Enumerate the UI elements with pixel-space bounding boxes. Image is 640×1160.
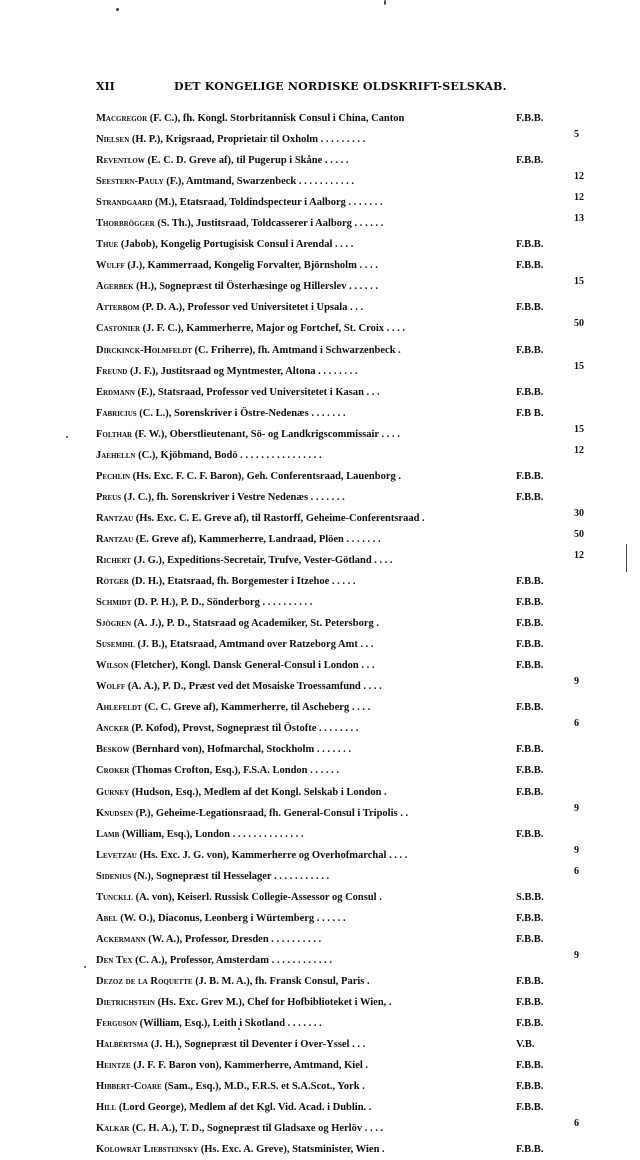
member-name: Fabricius [96, 407, 137, 419]
member-description: (H. P.), Krigsraad, Proprietair til Oxholm . . . . . . . . . [129, 134, 366, 146]
membership-code: F.B.B. [516, 491, 544, 503]
member-description: (J. B.), Etatsraad, Amtmand over Ratzeborg Amt . . . [134, 639, 374, 651]
member-entry [96, 887, 596, 908]
member-name: Dietrichstein [96, 996, 155, 1008]
reference-number: 50 [574, 528, 584, 540]
member-description: (A. J.), P. D., Statsraad og Academiker, St. Petersborg . [131, 618, 380, 630]
reference-number: 6 [574, 865, 579, 877]
member-entry [96, 1118, 596, 1139]
reference-number: 5 [574, 129, 579, 141]
member-entry [96, 803, 596, 824]
member-name: Kolowrat Liebsteinsky [96, 1144, 199, 1156]
member-description: (A. A.), P. D., Præst ved det Mosaiske Troessamfund . . . . [125, 681, 382, 693]
page-header [96, 80, 556, 98]
entry-text [96, 760, 339, 781]
membership-code: F.B.B. [516, 744, 544, 756]
member-description: (Lord George), Medlem af det Kgl. Vid. Acad. i Dublin. . [116, 1102, 372, 1114]
member-name: Kalkar [96, 1123, 130, 1135]
entry-text [96, 782, 387, 803]
member-name: Hibbert-Coare [96, 1081, 162, 1093]
entry-text [96, 361, 358, 382]
entry-text [96, 508, 425, 529]
member-entry [96, 845, 596, 866]
entry-text [96, 340, 401, 361]
member-name: Wulff [96, 260, 125, 272]
member-entry [96, 1055, 596, 1076]
member-entry [96, 403, 596, 424]
entry-text [96, 129, 365, 150]
entry-text [96, 466, 401, 487]
member-description: (J. F. F. Baron von), Kammerherre, Amtmand, Kiel . [130, 1060, 369, 1072]
member-description: (H.), Sognepræst til Österhæsinge og Hillerslev . . . . . . [133, 281, 378, 293]
membership-code: F.B.B. [516, 639, 544, 651]
member-description: (Hs. Exc. F. C. F. Baron), Geh. Conferentsraad, Lauenborg . [130, 470, 402, 482]
member-name: Gurney [96, 786, 130, 798]
entry-text [96, 318, 405, 339]
member-entry [96, 150, 596, 171]
reference-number: 15 [574, 276, 584, 288]
entry-text [96, 1097, 371, 1118]
member-description: (William, Esq.), Leith i Skotland . . . . . . . [137, 1018, 322, 1030]
member-description: (C. L.), Sorenskriver i Östre-Nedenæs . . . . . . . [136, 407, 346, 419]
membership-code: S.B.B. [516, 891, 544, 903]
member-name: Levetzau [96, 849, 137, 861]
member-description: (J. H.), Sognepræst til Deventer i Over-Yssel . . . [148, 1039, 366, 1051]
member-entry [96, 676, 596, 697]
member-entry [96, 255, 596, 276]
member-description: (P.), Geheime-Legationsraad, fh. General-Consul i Tripolis . . [132, 807, 409, 819]
member-name: Schmidt [96, 597, 132, 609]
entry-text [96, 445, 322, 466]
member-description: (J. F. C.), Kammerherre, Major og Fortchef, St. Croix . . . . [140, 323, 405, 335]
membership-code: F.B.B. [516, 1081, 544, 1093]
entry-text [96, 403, 345, 424]
member-name: Rantzau [96, 533, 134, 545]
membership-code: V.B. [516, 1039, 535, 1051]
membership-code: F.B.B. [516, 302, 544, 314]
membership-code: F.B.B. [516, 765, 544, 777]
reference-number: 9 [574, 802, 579, 814]
reference-number: 9 [574, 676, 579, 688]
entry-text [96, 739, 351, 760]
member-name: Nielsen [96, 134, 130, 146]
member-entry [96, 424, 596, 445]
member-description: (Sam., Esq.), M.D., F.R.S. et S.A.Scot., York . [161, 1081, 365, 1093]
entry-text [96, 192, 383, 213]
member-name: Reventlow [96, 155, 145, 167]
member-entry [96, 1013, 596, 1034]
entry-text [96, 908, 346, 929]
entry-text [96, 550, 393, 571]
member-entry [96, 487, 596, 508]
member-description: (F.), Statsraad, Professor ved Universitetet i Kasan . . . [134, 386, 380, 398]
member-entry [96, 1076, 596, 1097]
member-name: Den Tex [96, 954, 133, 966]
member-description: (Hs. Exc. C. E. Greve af), til Rastorff, Geheime-Conferentsraad . [133, 512, 425, 524]
member-name: Strandgaard [96, 197, 153, 209]
member-entry [96, 908, 596, 929]
member-entry [96, 466, 596, 487]
member-name: Castonier [96, 323, 141, 335]
membership-code: F.B.B. [516, 155, 544, 167]
reference-number: 12 [574, 444, 584, 456]
member-entry [96, 1034, 596, 1055]
ink-speck [66, 436, 68, 438]
member-description: (Thomas Crofton, Esq.), F.S.A. London . . . . . . [129, 765, 340, 777]
member-name: Abel [96, 912, 118, 924]
membership-code: F.B B. [516, 407, 544, 419]
entry-text [96, 971, 370, 992]
member-description: (J. F.), Justitsraad og Myntmester, Altona . . . . . . . . [127, 365, 358, 377]
membership-code: F.B.B. [516, 618, 544, 630]
member-description: (F. W.), Oberstlieutenant, Sö- og Landkrigscommissair . . . . [132, 428, 400, 440]
membership-code: F.B.B. [516, 470, 544, 482]
member-description: (Bernhard von), Hofmarchal, Stockholm . . . . . . . [129, 744, 351, 756]
member-name: Heintze [96, 1060, 131, 1072]
member-description: (W. O.), Diaconus, Leonberg i Würtemberg . . . . . . [117, 912, 346, 924]
member-name: Halbertsma [96, 1039, 149, 1051]
member-name: Thorbrögger [96, 218, 155, 230]
member-description: (N.), Sognepræst til Hesselager . . . . . . . . . . . [131, 870, 330, 882]
member-entry [96, 1097, 596, 1118]
entry-text [96, 929, 321, 950]
entry-text [96, 382, 380, 403]
member-description: (Jabob), Kongelig Portugisisk Consul i Arendal . . . . [118, 239, 354, 251]
member-entry [96, 760, 596, 781]
member-description: (J. B. M. A.), fh. Fransk Consul, Paris . [192, 975, 370, 987]
member-name: Atterbom [96, 302, 140, 314]
reference-number: 12 [574, 549, 584, 561]
member-entry [96, 634, 596, 655]
member-entry [96, 782, 596, 803]
member-entry [96, 276, 596, 297]
member-entry [96, 571, 596, 592]
member-entry [96, 1139, 596, 1160]
reference-number: 9 [574, 844, 579, 856]
member-description: (S. Th.), Justitsraad, Toldcasserer i Aalborg . . . . . . [154, 218, 384, 230]
reference-number: 9 [574, 949, 579, 961]
entry-text [96, 276, 378, 297]
member-entry [96, 655, 596, 676]
member-entry [96, 613, 596, 634]
member-name: Susemihl [96, 639, 135, 651]
member-name: Freund [96, 365, 128, 377]
member-name: Ancker [96, 723, 129, 735]
entry-text [96, 255, 378, 276]
member-description: (M.), Etatsraad, Toldindspecteur i Aalborg . . . . . . . [152, 197, 383, 209]
entry-text [96, 592, 312, 613]
member-description: (C. C. Greve af), Kammerherre, til Ascheberg . . . . [141, 702, 371, 714]
reference-number: 15 [574, 360, 584, 372]
entry-text [96, 1055, 368, 1076]
entry-text [96, 150, 349, 171]
member-name: Hill [96, 1102, 117, 1114]
ink-speck [84, 966, 86, 968]
member-description: (J.), Kammerraad, Kongelig Forvalter, Björnsholm . . . . [124, 260, 378, 272]
entry-text [96, 234, 353, 255]
member-name: Dezoz de la Roquette [96, 975, 193, 987]
member-entry [96, 529, 596, 550]
ink-speck [626, 544, 627, 572]
member-entry [96, 697, 596, 718]
membership-code: F.B.B. [516, 828, 544, 840]
member-name: Rötger [96, 576, 129, 588]
membership-code: F.B.B. [516, 702, 544, 714]
reference-number: 6 [574, 1118, 579, 1130]
entry-text [96, 571, 356, 592]
entry-text [96, 1013, 322, 1034]
member-description: (J. C.), fh. Sorenskriver i Vestre Nedenæs . . . . . . . [121, 491, 345, 503]
member-name: Folthar [96, 428, 133, 440]
member-entry [96, 213, 596, 234]
entry-text [96, 992, 392, 1013]
membership-code: F.B.B. [516, 660, 544, 672]
entry-text [96, 845, 407, 866]
entry-text [96, 1034, 365, 1055]
membership-code: F.B.B. [516, 113, 544, 124]
member-description: (C. H. A.), T. D., Sognepræst til Gladsaxe og Herlöv . . . . [129, 1123, 384, 1135]
entry-text [96, 1118, 383, 1139]
page-number: XII [96, 80, 115, 93]
member-entry [96, 508, 596, 529]
membership-code: F.B.B. [516, 576, 544, 588]
member-description: (Hs. Exc. J. G. von), Kammerherre og Overhofmarchal . . . . [136, 849, 408, 861]
entry-text [96, 1076, 365, 1097]
entry-text [96, 676, 382, 697]
entry-text [96, 108, 404, 129]
membership-code: F.B.B. [516, 1102, 544, 1114]
member-entry [96, 592, 596, 613]
member-name: Knudsen [96, 807, 133, 819]
member-description: (Hudson, Esq.), Medlem af det Kongl. Selskab i London . [129, 786, 387, 798]
running-title: DET KONGELIGE NORDISKE OLDSKRIFT-SELSKAB. [174, 80, 507, 93]
member-entry [96, 382, 596, 403]
member-entry [96, 234, 596, 255]
member-description: (J. G.), Expeditions-Secretair, Trufve, Vester-Götland . . . . [130, 554, 393, 566]
member-name: Rantzau [96, 512, 134, 524]
membership-code: F.B.B. [516, 975, 544, 987]
membership-code: F.B.B. [516, 786, 544, 798]
entry-text [96, 697, 370, 718]
member-entry [96, 718, 596, 739]
member-description: (D. H.), Etatsraad, fh. Borgemester i Itzehoe . . . . . [128, 576, 356, 588]
member-list [96, 108, 596, 1160]
membership-code: F.B.B. [516, 933, 544, 945]
entry-text [96, 655, 374, 676]
reference-number: 12 [574, 192, 584, 204]
member-description: (F. C.), fh. Kongl. Storbritannisk Consul i China, Canton [147, 113, 405, 124]
member-description: (C.), Kjöbmand, Bodö . . . . . . . . . . . . . . . . [135, 449, 322, 461]
member-name: Wolff [96, 681, 126, 693]
membership-code: F.B.B. [516, 344, 544, 356]
member-description: (E. C. D. Greve af), til Pugerup i Skåne . . . . . [144, 155, 349, 167]
member-name: Ferguson [96, 1018, 138, 1030]
member-entry [96, 992, 596, 1013]
member-entry [96, 550, 596, 571]
entry-text [96, 213, 383, 234]
member-entry [96, 929, 596, 950]
reference-number: 13 [574, 213, 584, 225]
membership-code: F.B.B. [516, 1060, 544, 1072]
entry-text [96, 297, 363, 318]
member-entry [96, 129, 596, 150]
member-description: (Hs. Exc. A. Greve), Statsminister, Wien . [198, 1144, 385, 1156]
member-name: Dirckinck-Holmfeldt [96, 344, 192, 356]
entry-text [96, 634, 374, 655]
entry-text [96, 171, 354, 192]
member-name: Sidenius [96, 870, 132, 882]
member-description: (Hs. Exc. Grev M.), Chef for Hofbiblioteket i Wien, . [154, 996, 392, 1008]
membership-code: F.B.B. [516, 912, 544, 924]
entry-text [96, 613, 379, 634]
entry-text [96, 887, 382, 908]
reference-number: 12 [574, 171, 584, 183]
member-description: (E. Greve af), Kammerherre, Landraad, Plöen . . . . . . . [133, 533, 381, 545]
member-description: (Fletcher), Kongl. Dansk General-Consul i London . . . [128, 660, 375, 672]
ink-speck [384, 0, 386, 5]
member-entry [96, 297, 596, 318]
entry-text [96, 718, 358, 739]
membership-code: F.B.B. [516, 260, 544, 272]
member-entry [96, 739, 596, 760]
member-description: (W. A.), Professor, Dresden . . . . . . . . . . [145, 933, 322, 945]
member-description: (A. von), Keiserl. Russisk Collegie-Assessor og Consul . [132, 891, 382, 903]
member-entry [96, 340, 596, 361]
entry-text [96, 487, 345, 508]
reference-number: 30 [574, 507, 584, 519]
membership-code: F.B.B. [516, 239, 544, 251]
member-entry [96, 192, 596, 213]
member-entry [96, 824, 596, 845]
member-description: (P. D. A.), Professor ved Universitetet i Upsala . . . [139, 302, 364, 314]
member-name: Beskow [96, 744, 130, 756]
member-entry [96, 361, 596, 382]
member-name: Ahlefeldt [96, 702, 142, 714]
member-name: Agerbek [96, 281, 134, 293]
membership-code: F.B.B. [516, 1144, 544, 1156]
member-name: Wilson [96, 660, 129, 672]
member-entry [96, 950, 596, 971]
membership-code: F.B.B. [516, 1018, 544, 1030]
entry-text [96, 950, 332, 971]
member-name: Seestern-Pauly [96, 176, 164, 188]
reference-number: 6 [574, 718, 579, 730]
member-name: Pechlin [96, 470, 131, 482]
membership-code: F.B.B. [516, 996, 544, 1008]
member-name: Jaehelln [96, 449, 136, 461]
ink-speck [116, 8, 119, 11]
entry-text [96, 866, 329, 887]
member-name: Lamb [96, 828, 120, 840]
member-name: Tunckll [96, 891, 133, 903]
member-description: (William, Esq.), London . . . . . . . . . . . . . . [119, 828, 304, 840]
member-name: Sjögren [96, 618, 132, 630]
entry-text [96, 529, 381, 550]
entry-text [96, 1139, 385, 1160]
member-entry [96, 108, 596, 129]
member-name: Croker [96, 765, 130, 777]
member-name: Erdmann [96, 386, 135, 398]
member-entry [96, 445, 596, 466]
entry-text [96, 824, 304, 845]
entry-text [96, 803, 408, 824]
member-entry [96, 866, 596, 887]
membership-code: F.B.B. [516, 386, 544, 398]
reference-number: 50 [574, 318, 584, 330]
member-name: Ackermann [96, 933, 146, 945]
entry-text [96, 424, 400, 445]
member-description: (P. Kofod), Provst, Sognepræst til Östofte . . . . . . . . [128, 723, 359, 735]
member-entry [96, 971, 596, 992]
member-entry [96, 318, 596, 339]
member-entry [96, 171, 596, 192]
member-name: Macgregor [96, 113, 148, 124]
member-description: (C. A.), Professor, Amsterdam . . . . . . . . . . . . [132, 954, 332, 966]
member-description: (C. Friherre), fh. Amtmand i Schwarzenbeck . [191, 344, 401, 356]
member-description: (D. P. H.), P. D., Sönderborg . . . . . . . . . . [131, 597, 313, 609]
member-name: Richert [96, 554, 131, 566]
member-name: Preus [96, 491, 122, 503]
member-name: Thue [96, 239, 119, 251]
membership-code: F.B.B. [516, 597, 544, 609]
reference-number: 15 [574, 423, 584, 435]
member-description: (F.), Amtmand, Swarzenbeck . . . . . . . . . . . [163, 176, 354, 188]
